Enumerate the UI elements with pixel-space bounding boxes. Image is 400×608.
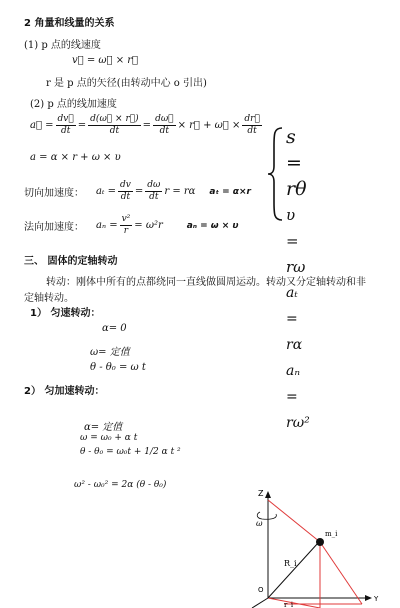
frac-num: dv (120, 180, 131, 190)
summary-line: s = rθ (286, 126, 307, 200)
normal-tail: = ω²r (134, 220, 163, 231)
subheading-acceleration: (2) p 点的线加速度 (30, 99, 117, 110)
equation: ω = ω₀ + α t (80, 433, 138, 443)
tangential-vector: aₜ = α×r (209, 186, 251, 197)
frac-num: dω (147, 180, 161, 190)
section-title: 2 角量和线量的关系 (24, 18, 115, 29)
omega-label: ω (256, 519, 263, 528)
frac-den: dt (109, 126, 120, 136)
frac-den: dt (247, 126, 257, 136)
mass-point (316, 538, 324, 546)
summary-line: υ = rω (286, 206, 306, 276)
normal-label: 法向加速度： (24, 222, 84, 233)
tangential-lhs: aₜ = (96, 186, 116, 197)
frac-num: dω⃗ (155, 114, 174, 124)
acceleration-short: a = α × r + ω × υ (30, 152, 121, 163)
tangential-eq: = (134, 186, 144, 197)
paragraph-line: 定轴转动。 (24, 293, 74, 304)
subheading-velocity: (1) p 点的线速度 (24, 40, 101, 51)
acceleration-equation: a⃗ = $\frac{dv⃗}{dt}$ = $\frac{d(\omega⃗ \times r⃗)}{dt}$ = $\frac{d\omega⃗}{dt}$ × r⃗ + ω⃗ × $\frac{dr⃗}{dt}$ (30, 114, 260, 136)
r-label: R_i (284, 559, 297, 568)
subheading-accelerating: 2） 匀加速转动： (24, 386, 105, 397)
equation: θ - θ₀ = ω₀t + 1/2 α t ² (80, 447, 181, 457)
equation: α= 0 (102, 323, 127, 334)
subheading-uniform: 1） 匀速转动： (30, 308, 101, 319)
accel-lhs: a⃗ = (30, 120, 54, 131)
y-axis-arrow-icon (365, 595, 372, 601)
frac-num: v² (121, 214, 131, 224)
red-line (268, 598, 320, 608)
frac-num: dv⃗ (57, 114, 74, 124)
accel-mid: × r⃗ + ω⃗ × (177, 120, 241, 131)
point-label: m_i (325, 530, 338, 538)
tangential-label: 切向加速度： (24, 188, 84, 199)
equation: α= 定值 (84, 422, 123, 433)
y-label: Y (374, 595, 379, 603)
frac-den: dt (149, 192, 159, 202)
radius-description: r 是 p 点的矢径(由转动中心 o 引出) (46, 78, 207, 89)
frac-den: dt (159, 126, 170, 136)
frac-num: dr⃗ (244, 114, 260, 124)
rotation-diagram (228, 486, 400, 608)
summary-line: aₜ = rα (286, 285, 303, 353)
equation: ω² - ω₀² = 2α (θ - θ₀) (74, 480, 167, 490)
equation: ω= 定值 (90, 347, 130, 358)
paragraph-line: 转动：刚体中所有的点都绕同一直线做圆周运动。转动又分定轴转动和非 (46, 277, 366, 288)
origin-label: O (258, 586, 264, 594)
left-brace (266, 126, 286, 222)
summary-line: aₙ = rω² (286, 363, 310, 431)
section-title: 三、 固体的定轴转动 (24, 256, 118, 267)
z-axis-arrow-icon (265, 491, 271, 498)
red-line (268, 500, 320, 542)
frac-den: r (123, 226, 129, 236)
frac-num: d(ω⃗ × r⃗) (90, 114, 139, 124)
frac-den: dt (60, 126, 71, 136)
tangential-tail: r = rα (164, 186, 196, 197)
tangential-row (24, 180, 251, 203)
velocity-equation: v⃗ = ω⃗ × r⃗ (72, 55, 139, 66)
normal-vector: aₙ = ω × υ (186, 220, 239, 231)
red-line (320, 542, 362, 604)
frac-den: dt (120, 192, 131, 202)
ri-label: r_i (284, 601, 294, 608)
z-label: Z (258, 489, 264, 498)
normal-lhs: aₙ = (96, 220, 118, 231)
normal-row (24, 214, 239, 237)
equation: θ - θ₀ = ω t (90, 362, 146, 373)
r-vector (268, 543, 318, 598)
x-axis (252, 598, 268, 608)
